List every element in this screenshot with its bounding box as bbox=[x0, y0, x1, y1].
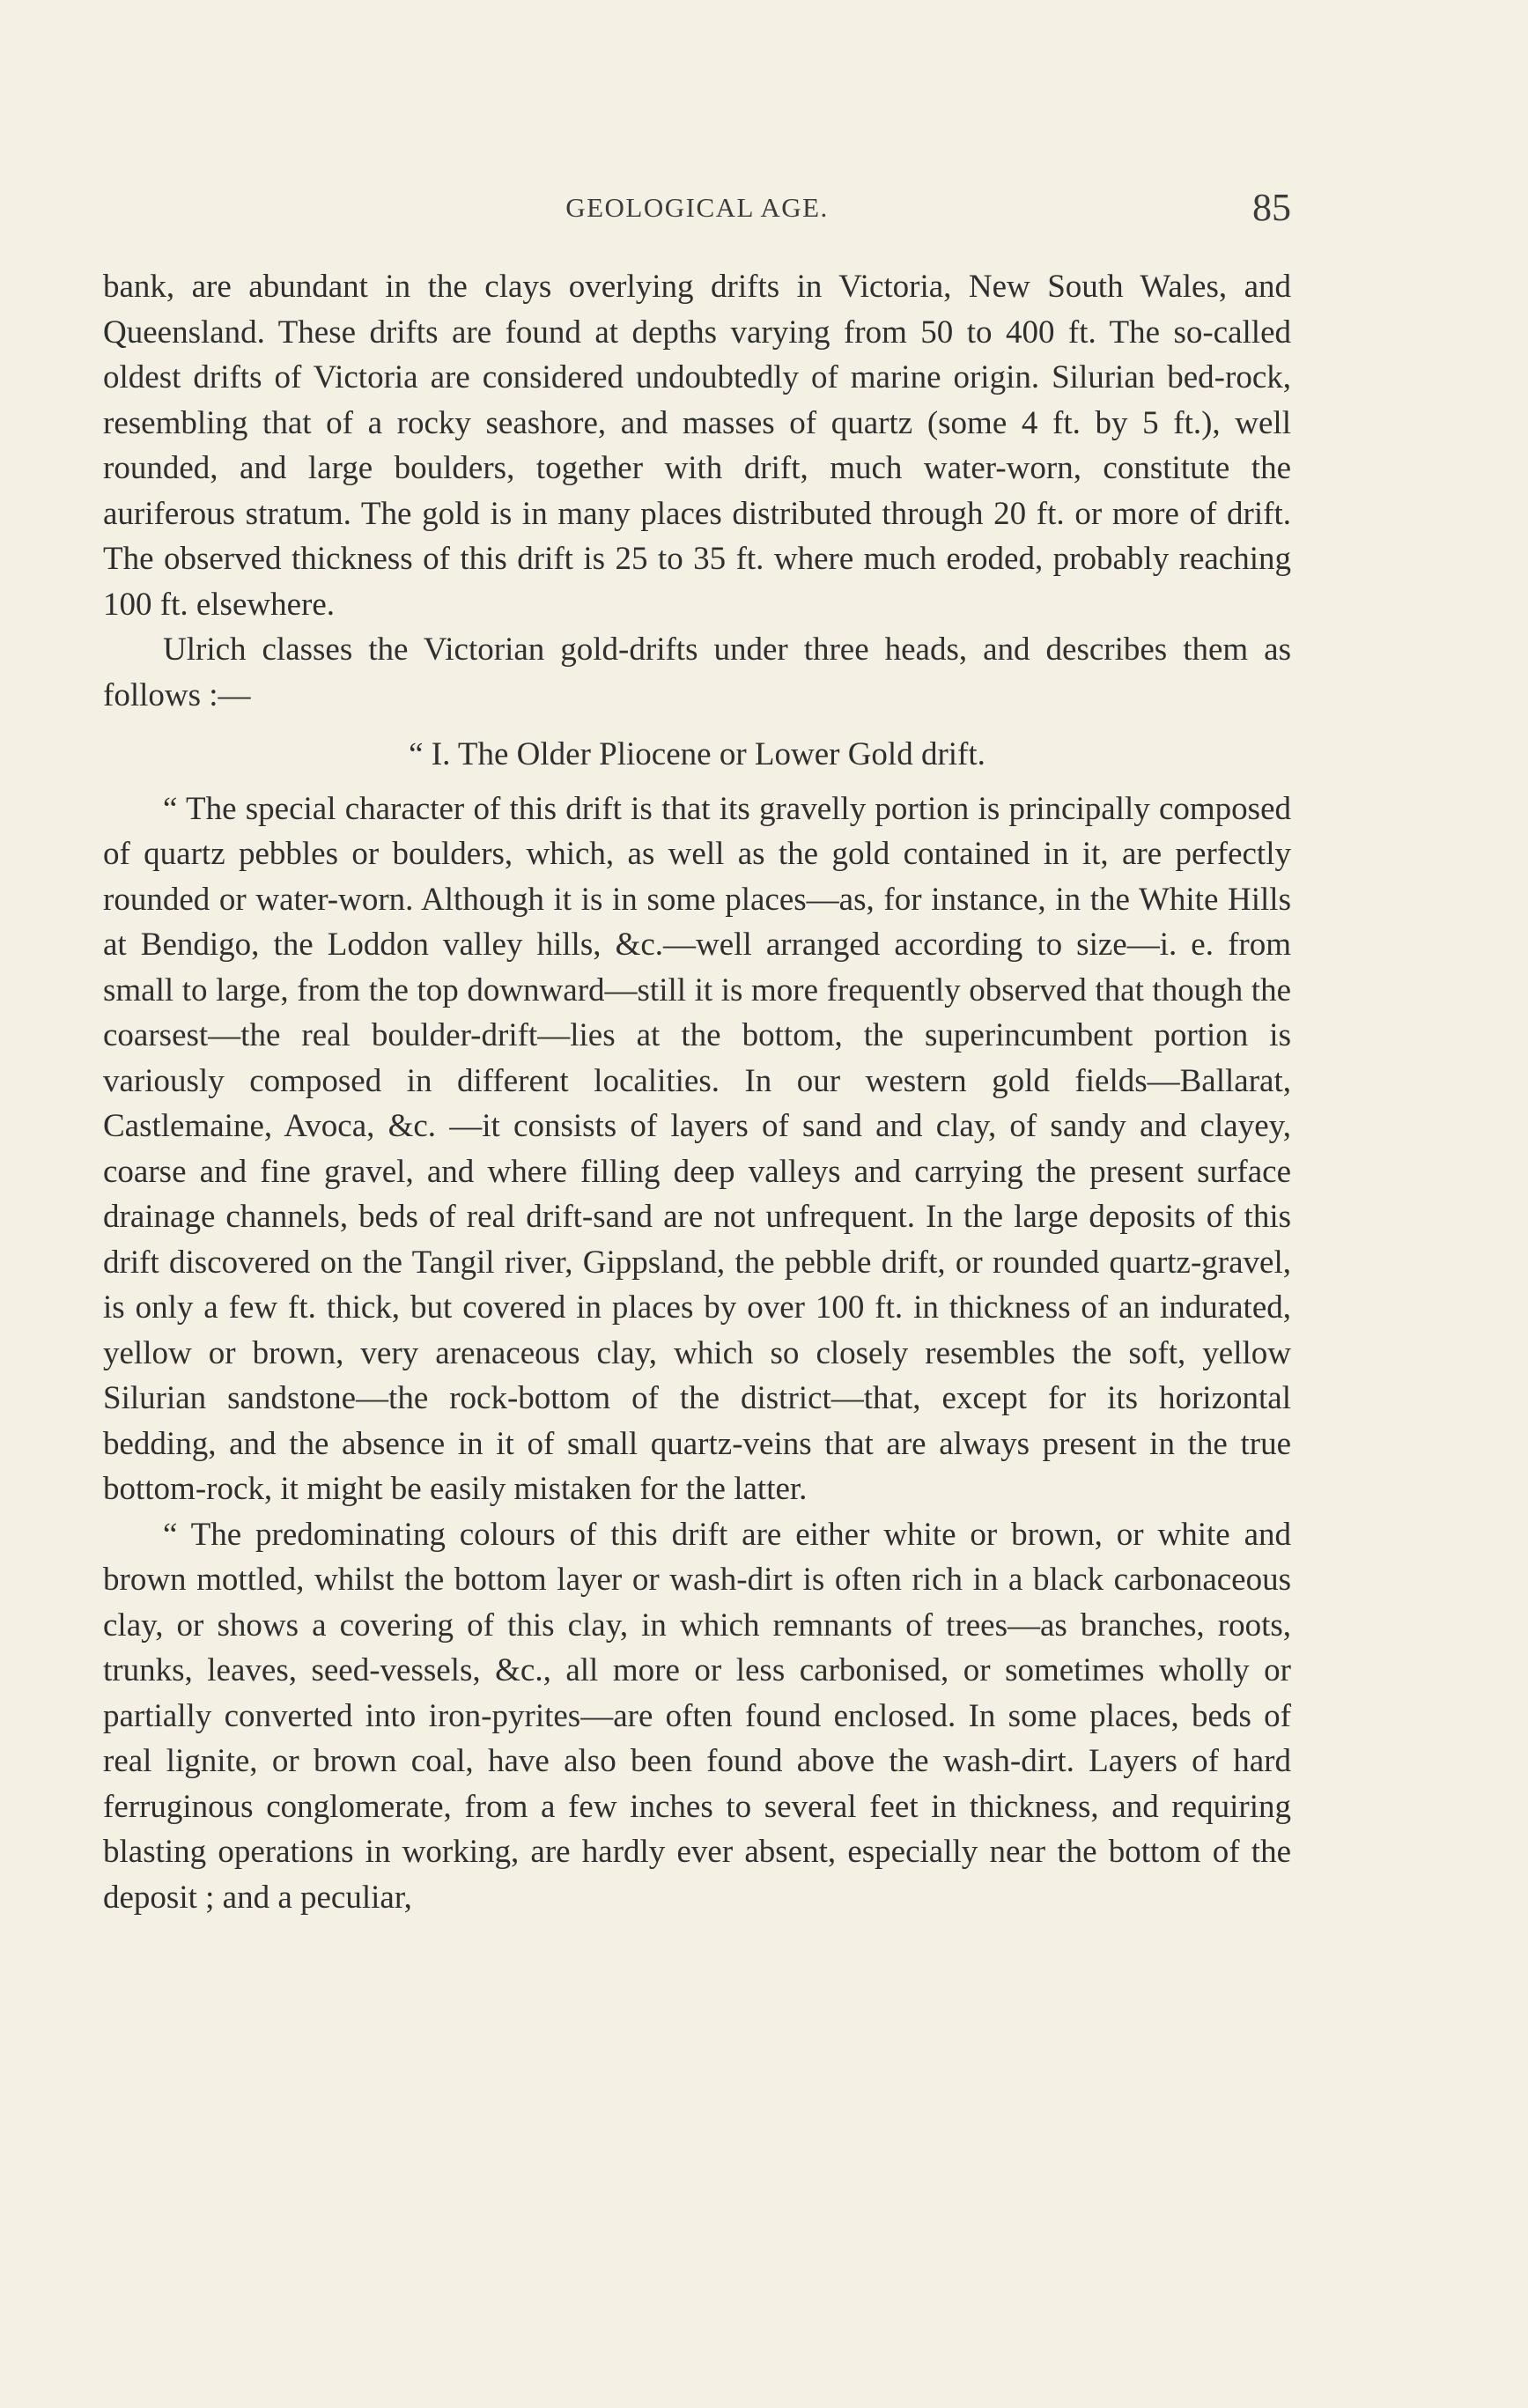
running-head bbox=[103, 185, 1291, 238]
page-number: 85 bbox=[1252, 186, 1291, 229]
paragraph-continuation: bank, are abundant in the clays overlying drifts in Victoria, New South Wales, and Queensland. These drifts are found at depths varying from 50 to 400 ft. The so-called oldest drifts of Victoria are considered undoubtedly of marine origin. Silurian bed-rock, resembling that of a rocky seashore, and masses of quartz (some 4 ft. by 5 ft.), well rounded, and large boulders, together with drift, much water-worn, constitute the auriferous stratum. The gold is in many places distributed through 20 ft. or more of drift. The observed thickness of this drift is 25 to 35 ft. where much eroded, probably reaching 100 ft. elsewhere. bbox=[103, 269, 1291, 623]
section-heading: “ I. The Older Pliocene or Lower Gold drift. bbox=[409, 736, 985, 772]
body-text bbox=[103, 264, 1291, 1920]
paragraph-predominating-colours: “ The predominating colours of this drift are either white or brown, or white and brown mottled, whilst the bottom layer or wash-dirt is often rich in a black carbonaceous clay, or shows a covering of this clay, in which remnants of trees—as branches, roots, trunks, leaves, seed-vessels, &c., all more or less carbonised, or sometimes wholly or partially converted into iron-pyrites—are often found enclosed. In some places, beds of real lignite, or brown coal, have also been found above the wash-dirt. Layers of hard ferruginous conglomerate, from a few inches to several feet in thickness, and requiring blasting operations in working, are hardly ever absent, especially near the bottom of the deposit ; and a peculiar, bbox=[103, 1516, 1291, 1916]
paragraph-ulrich-intro: Ulrich classes the Victorian gold-drifts under three heads, and describes them as follows :— bbox=[103, 632, 1291, 713]
running-title: GEOLOGICAL AGE. bbox=[565, 192, 829, 223]
paragraph-special-character: “ The special character of this drift is that its gravelly portion is principally composed of quartz pebbles or boulders, which, as well as the gold contained in it, are perfectly rounded or water-worn. Although it is in some places—as, for instance, in the White Hills at Bendigo, the Loddon valley hills, &c.—well arranged according to size—i. e. from small to large, from the top downward—still it is more frequently observed that though the coarsest—the real boulder-drift—lies at the bottom, the superincumbent portion is variously composed in different localities. In our western gold fields—Ballarat, Castlemaine, Avoca, &c. —it consists of layers of sand and clay, of sandy and clayey, coarse and fine gravel, and where filling deep valleys and carrying the present surface drainage channels, beds of real drift-sand are not unfrequent. In the large deposits of this drift discovered on the Tangil river, Gippsland, the pebble drift, or rounded quartz-gravel, is only a few ft. thick, but covered in places by over 100 ft. in thickness of an indurated, yellow or brown, very arenaceous clay, which so closely resembles the soft, yellow Silurian sandstone—the rock-bottom of the district—that, except for its horizontal bedding, and the absence in it of small quartz-veins that are always present in the true bottom-rock, it might be easily mistaken for the latter. bbox=[103, 790, 1291, 1507]
